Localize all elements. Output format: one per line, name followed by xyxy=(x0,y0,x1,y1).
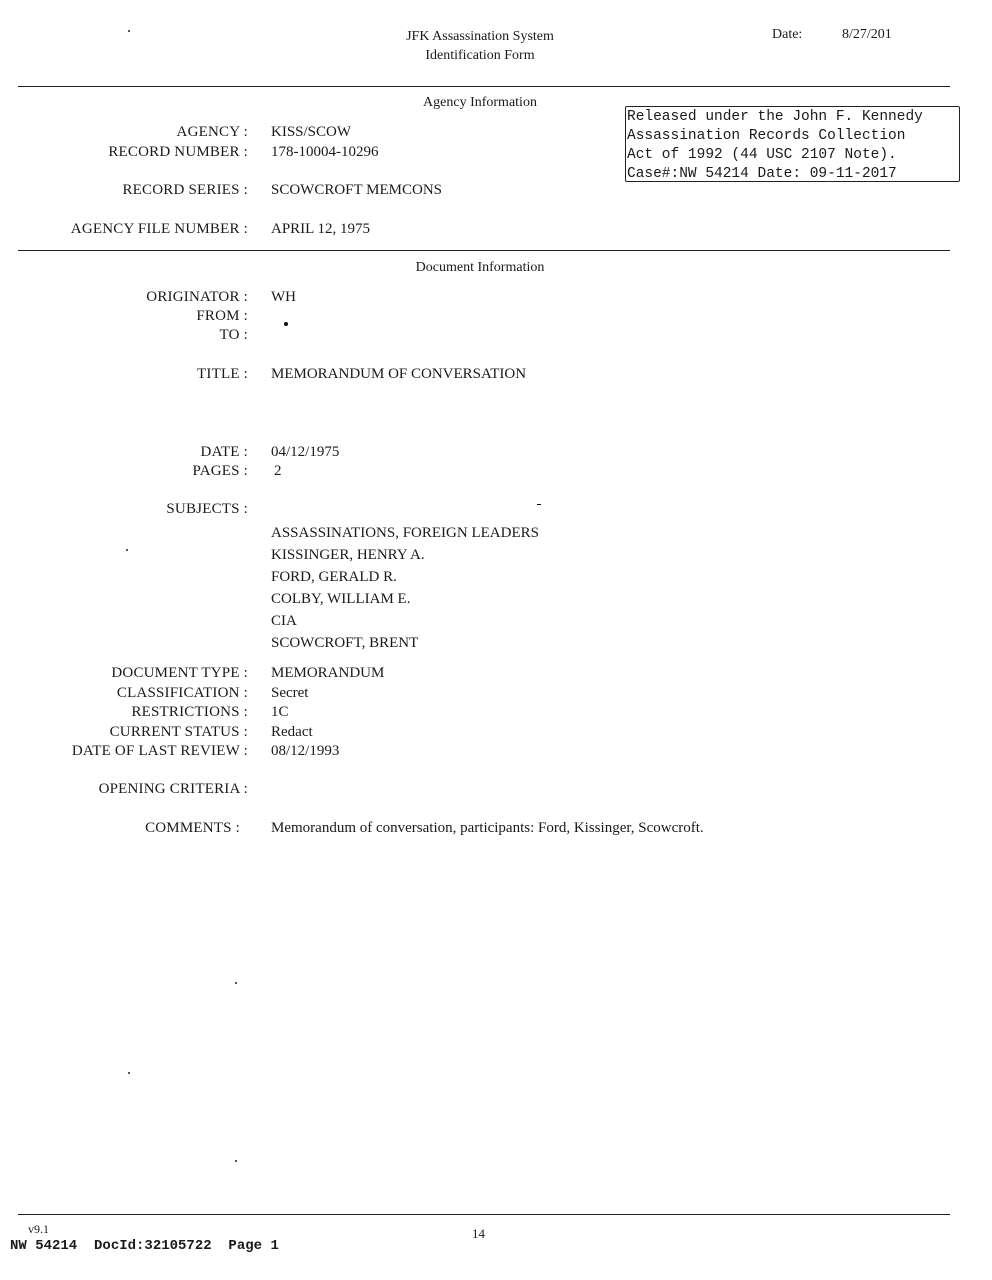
last-review-label: DATE OF LAST REVIEW : xyxy=(71,743,248,759)
header-divider xyxy=(18,86,950,87)
doc-id-footer: NW 54214 DocId:32105722 Page 1 xyxy=(10,1238,279,1254)
stamp-line: Assassination Records Collection xyxy=(627,128,906,144)
form-version: v9.1 xyxy=(28,1222,49,1236)
subject-item: FORD, GERALD R. xyxy=(271,569,397,585)
opening-criteria-label: OPENING CRITERIA : xyxy=(98,781,248,797)
system-title: JFK Assassination System xyxy=(406,29,554,44)
subject-item: ASSASSINATIONS, FOREIGN LEADERS xyxy=(271,525,539,541)
stamp-line: Case#:NW 54214 Date: 09-11-2017 xyxy=(627,166,897,182)
document-type-label: DOCUMENT TYPE : xyxy=(111,665,248,681)
title-label: TITLE : xyxy=(197,366,248,382)
current-status-label: CURRENT STATUS : xyxy=(109,724,248,740)
originator-label: ORIGINATOR : xyxy=(146,289,248,305)
subjects-list xyxy=(271,522,539,654)
header-date-value: 8/27/201 xyxy=(842,27,892,42)
page-number: 14 xyxy=(472,1226,485,1241)
agency-file-number-value: APRIL 12, 1975 xyxy=(271,221,371,237)
scan-speck xyxy=(537,504,541,505)
classification-label: CLASSIFICATION : xyxy=(116,685,248,701)
from-label: FROM : xyxy=(196,308,248,324)
scan-speck xyxy=(128,1072,130,1074)
header-date-label: Date: xyxy=(772,27,803,42)
record-number-value: 178-10004-10296 xyxy=(271,144,379,160)
agency-file-number-label: AGENCY FILE NUMBER : xyxy=(70,221,248,237)
scan-speck xyxy=(128,30,130,32)
comments-value: Memorandum of conversation, participants: Ford, Kissinger, Scowcroft. xyxy=(271,820,704,836)
subject-item: SCOWCROFT, BRENT xyxy=(271,635,419,651)
form-title: Identification Form xyxy=(425,48,535,63)
title-value: MEMORANDUM OF CONVERSATION xyxy=(271,366,527,382)
pages-label: PAGES : xyxy=(192,463,248,479)
subjects-label: SUBJECTS : xyxy=(166,501,248,517)
originator-value: WH xyxy=(271,289,296,305)
last-review-value: 08/12/1993 xyxy=(271,743,340,759)
scan-speck xyxy=(284,322,288,326)
stamp-line: Released under the John F. Kennedy xyxy=(627,109,923,125)
agency-info-heading: Agency Information xyxy=(423,95,537,110)
record-number-label: RECORD NUMBER : xyxy=(108,144,248,160)
scan-speck xyxy=(235,1160,237,1162)
subject-item: COLBY, WILLIAM E. xyxy=(271,591,411,607)
record-series-label: RECORD SERIES : xyxy=(122,182,248,198)
date-label: DATE : xyxy=(200,444,248,460)
scan-speck xyxy=(235,982,237,984)
to-label: TO : xyxy=(219,327,248,343)
record-series-value: SCOWCROFT MEMCONS xyxy=(271,182,443,198)
release-stamp xyxy=(625,106,960,182)
subject-item: CIA xyxy=(271,613,297,629)
restrictions-label: RESTRICTIONS : xyxy=(131,704,248,720)
form-header xyxy=(0,27,960,65)
date-value: 04/12/1975 xyxy=(271,444,340,460)
footer-divider xyxy=(18,1214,950,1215)
agency-label: AGENCY : xyxy=(176,124,248,140)
section-divider xyxy=(18,250,950,251)
scan-speck xyxy=(126,549,128,551)
agency-value: KISS/SCOW xyxy=(271,124,352,140)
subject-item: KISSINGER, HENRY A. xyxy=(271,547,425,563)
comments-label: COMMENTS : xyxy=(145,820,240,836)
stamp-line: Act of 1992 (44 USC 2107 Note). xyxy=(627,147,897,163)
restrictions-value: 1C xyxy=(271,704,289,720)
document-info-heading: Document Information xyxy=(415,260,545,275)
pages-value: 2 xyxy=(274,463,282,479)
current-status-value: Redact xyxy=(271,724,313,740)
classification-value: Secret xyxy=(271,685,309,701)
document-type-value: MEMORANDUM xyxy=(271,665,385,681)
